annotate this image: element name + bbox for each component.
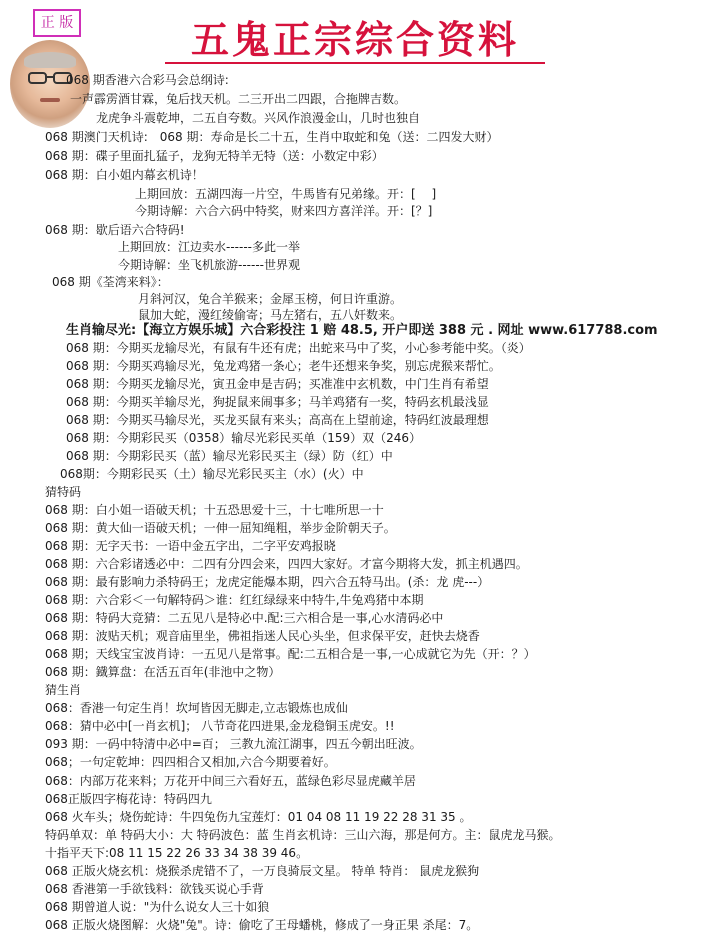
text-line: 068 期曾道人说："为什么说女人三十如狼 [45,900,270,914]
zhengban-stamp: 正 版 [33,9,81,37]
portrait-hair [24,52,76,68]
text-line: 068 期：今期买鸡输尽光，兔龙鸡猪一条心；老牛还想来争奖，别忘虎猴来帮忙。 [66,359,501,373]
text-line: 068 期澳门天机诗: 068 期：寿命是长二十五，生肖中取蛇和兔（送：二四发大财） [45,130,499,144]
text-line: 068；一句定乾坤：四四相合又相加,六合今期要着好。 [45,755,336,769]
text-line: 068 期：今期彩民买（0358）输尽光彩民买单（159）双（246） [66,431,422,445]
text-line: 068 期：今期买马输尽光，买龙买鼠有来头；高高在上望前途，特码红波最理想 [66,413,489,427]
text-line: 068 正版火烧图解：火烧"兔"。诗：偷吃了王母蟠桃，修成了一身正果 杀尾：7。 [45,918,479,932]
text-line: 今期诗解：六合六码中特奖，财来四方喜洋洋。开：[？] [135,204,433,218]
text-line: 特码单双：单 特码大小：大 特码波色：蓝 生肖玄机诗：三山六海，那是何方。主：鼠虎龙马猴。 [45,828,561,842]
text-line: 068 期：波贴天机；观音庙里坐，佛祖指迷人民心头坐，但求保平安，赶快去烧香 [45,629,480,643]
text-line: 上期回放：江边卖水------多此一举 [118,240,300,254]
text-line: 068 期：特码大竞猜：二五见八是特必中.配:三六相合是一事,心水清码必中 [45,611,444,625]
text-line: 093 期：一码中特清中必中=百； 三教九流江湖事，四五今朝出旺波。 [45,737,422,751]
text-line: 龙虎争斗震乾坤，二五自夸数。兴风作浪漫金山，几时也独自 [96,111,421,125]
text-line: 月斜河汉，兔合羊猴来；金犀玉榜，何日许重游。 [138,292,403,306]
text-line: 068 期：歇后语六合特码! [45,223,185,237]
text-line: 068 期：鐡算盘：在活五百年(非池中之物） [45,665,281,679]
text-line: 一声霹雳酒甘霖，兔后找天机。二三开出二四跟，合拖牌吉数。 [70,92,407,106]
text-line: 068 期：黄大仙一语破天机；一伸一屈知绳粗，举步金阶朝天子。 [45,521,396,535]
text-line: 068 期：最有影响力杀特码王；龙虎定能爆本期，四六合五特马出。(杀：龙 虎---） [45,575,490,589]
text-line: 068 期：无字天书：一语中金五字出，二字平安鸡报晓 [45,539,336,553]
text-line: 生肖输尽光:【海立方娱乐城】六合彩投注 1 赔 48.5, 开户即送 388 元 . 网址 www.617788.com [66,323,658,338]
text-line: 068 期：白小姐内幕玄机诗！ [45,168,204,182]
text-line: 068 期香港六合彩马会总纲诗: [66,73,229,87]
page-title: 五鬼正宗综合资料 [165,18,545,64]
text-line: 068 期：今期买龙输尽光，有鼠有牛还有虎；出蛇来马中了奖，小心参考能中奖。（炎） [66,341,531,355]
text-line: 068 期《荃湾来料》： [52,275,169,289]
text-line: 068正版四字梅花诗：特码四九 [45,792,212,806]
text-line: 068 正版火烧玄机：烧猴杀虎错不了，一万良骑辰文星。 特单 特肖： 鼠虎龙猴狗 [45,864,480,878]
text-line: 068 期：碟子里面扎猛子，龙狗无特羊无特（送：小数定中彩） [45,149,384,163]
text-line: 十指平天下:08 11 15 22 26 33 34 38 39 46。 [45,846,309,860]
text-line: 猜特码 [45,485,82,499]
text-line: 068 期：六合彩＜一句解特码＞谁：红红绿绿来中特牛,牛兔鸡猪中本期 [45,593,424,607]
text-line: 068：香港一句定生肖！坎坷皆因无脚走,立志锻炼也成仙 [45,701,348,715]
text-line: 068 期：今期买龙输尽光，寅丑金申是吉码；买准准中玄机数，中门生肖有希望 [66,377,489,391]
text-line: 猜生肖 [45,683,82,697]
text-line: 068 期；天线宝宝波肖诗：一五见八是常事。配:二五相合是一事,一心成就它为先（开：？） [45,647,536,661]
text-line: 068 火车头；烧伤蛇诗：牛四兔伤九宝莲灯：01 04 08 11 19 22 28 31 35 。 [45,810,472,824]
text-line: 068：猜中必中[一肖玄机]； 八节奇花四进果,金龙稳铜玉虎安。!! [45,719,395,733]
text-line: 068 期：白小姐一语破天机；十五恐思爱十三，十七唯所思一十 [45,503,384,517]
text-line: 068 期：六合彩诸透必中：二四有分四会来，四四大家好。才富今期将大发，抓主机遇四。 [45,557,528,571]
text-line: 068期：今期彩民买（土）输尽光彩民买主（水）(火）中 [60,467,364,481]
text-line: 068 香港第一手欲钱料：欲钱买说心手背 [45,882,264,896]
text-line: 鼠加大蛇，漫红绫偷寄；马左猪右，五八奸数来。 [138,308,403,322]
text-line: 上期回放：五湖四海一片空，牛馬皆有兄弟缘。开：[ ] [135,187,437,201]
portrait-mouth [40,98,60,102]
text-line: 068 期：今期买羊输尽光，狗捉鼠来闹事多；马羊鸡猪有一奖，特码玄机最浅显 [66,395,489,409]
text-line: 今期诗解：坐飞机旅游------世界观 [118,258,300,272]
text-line: 068 期：今期彩民买（蓝）输尽光彩民买主（绿）防（红）中 [66,449,393,463]
text-line: 068：内部万花来料；万花开中间三六看好五，蓝绿色彩尽显虎藏羊居 [45,774,416,788]
